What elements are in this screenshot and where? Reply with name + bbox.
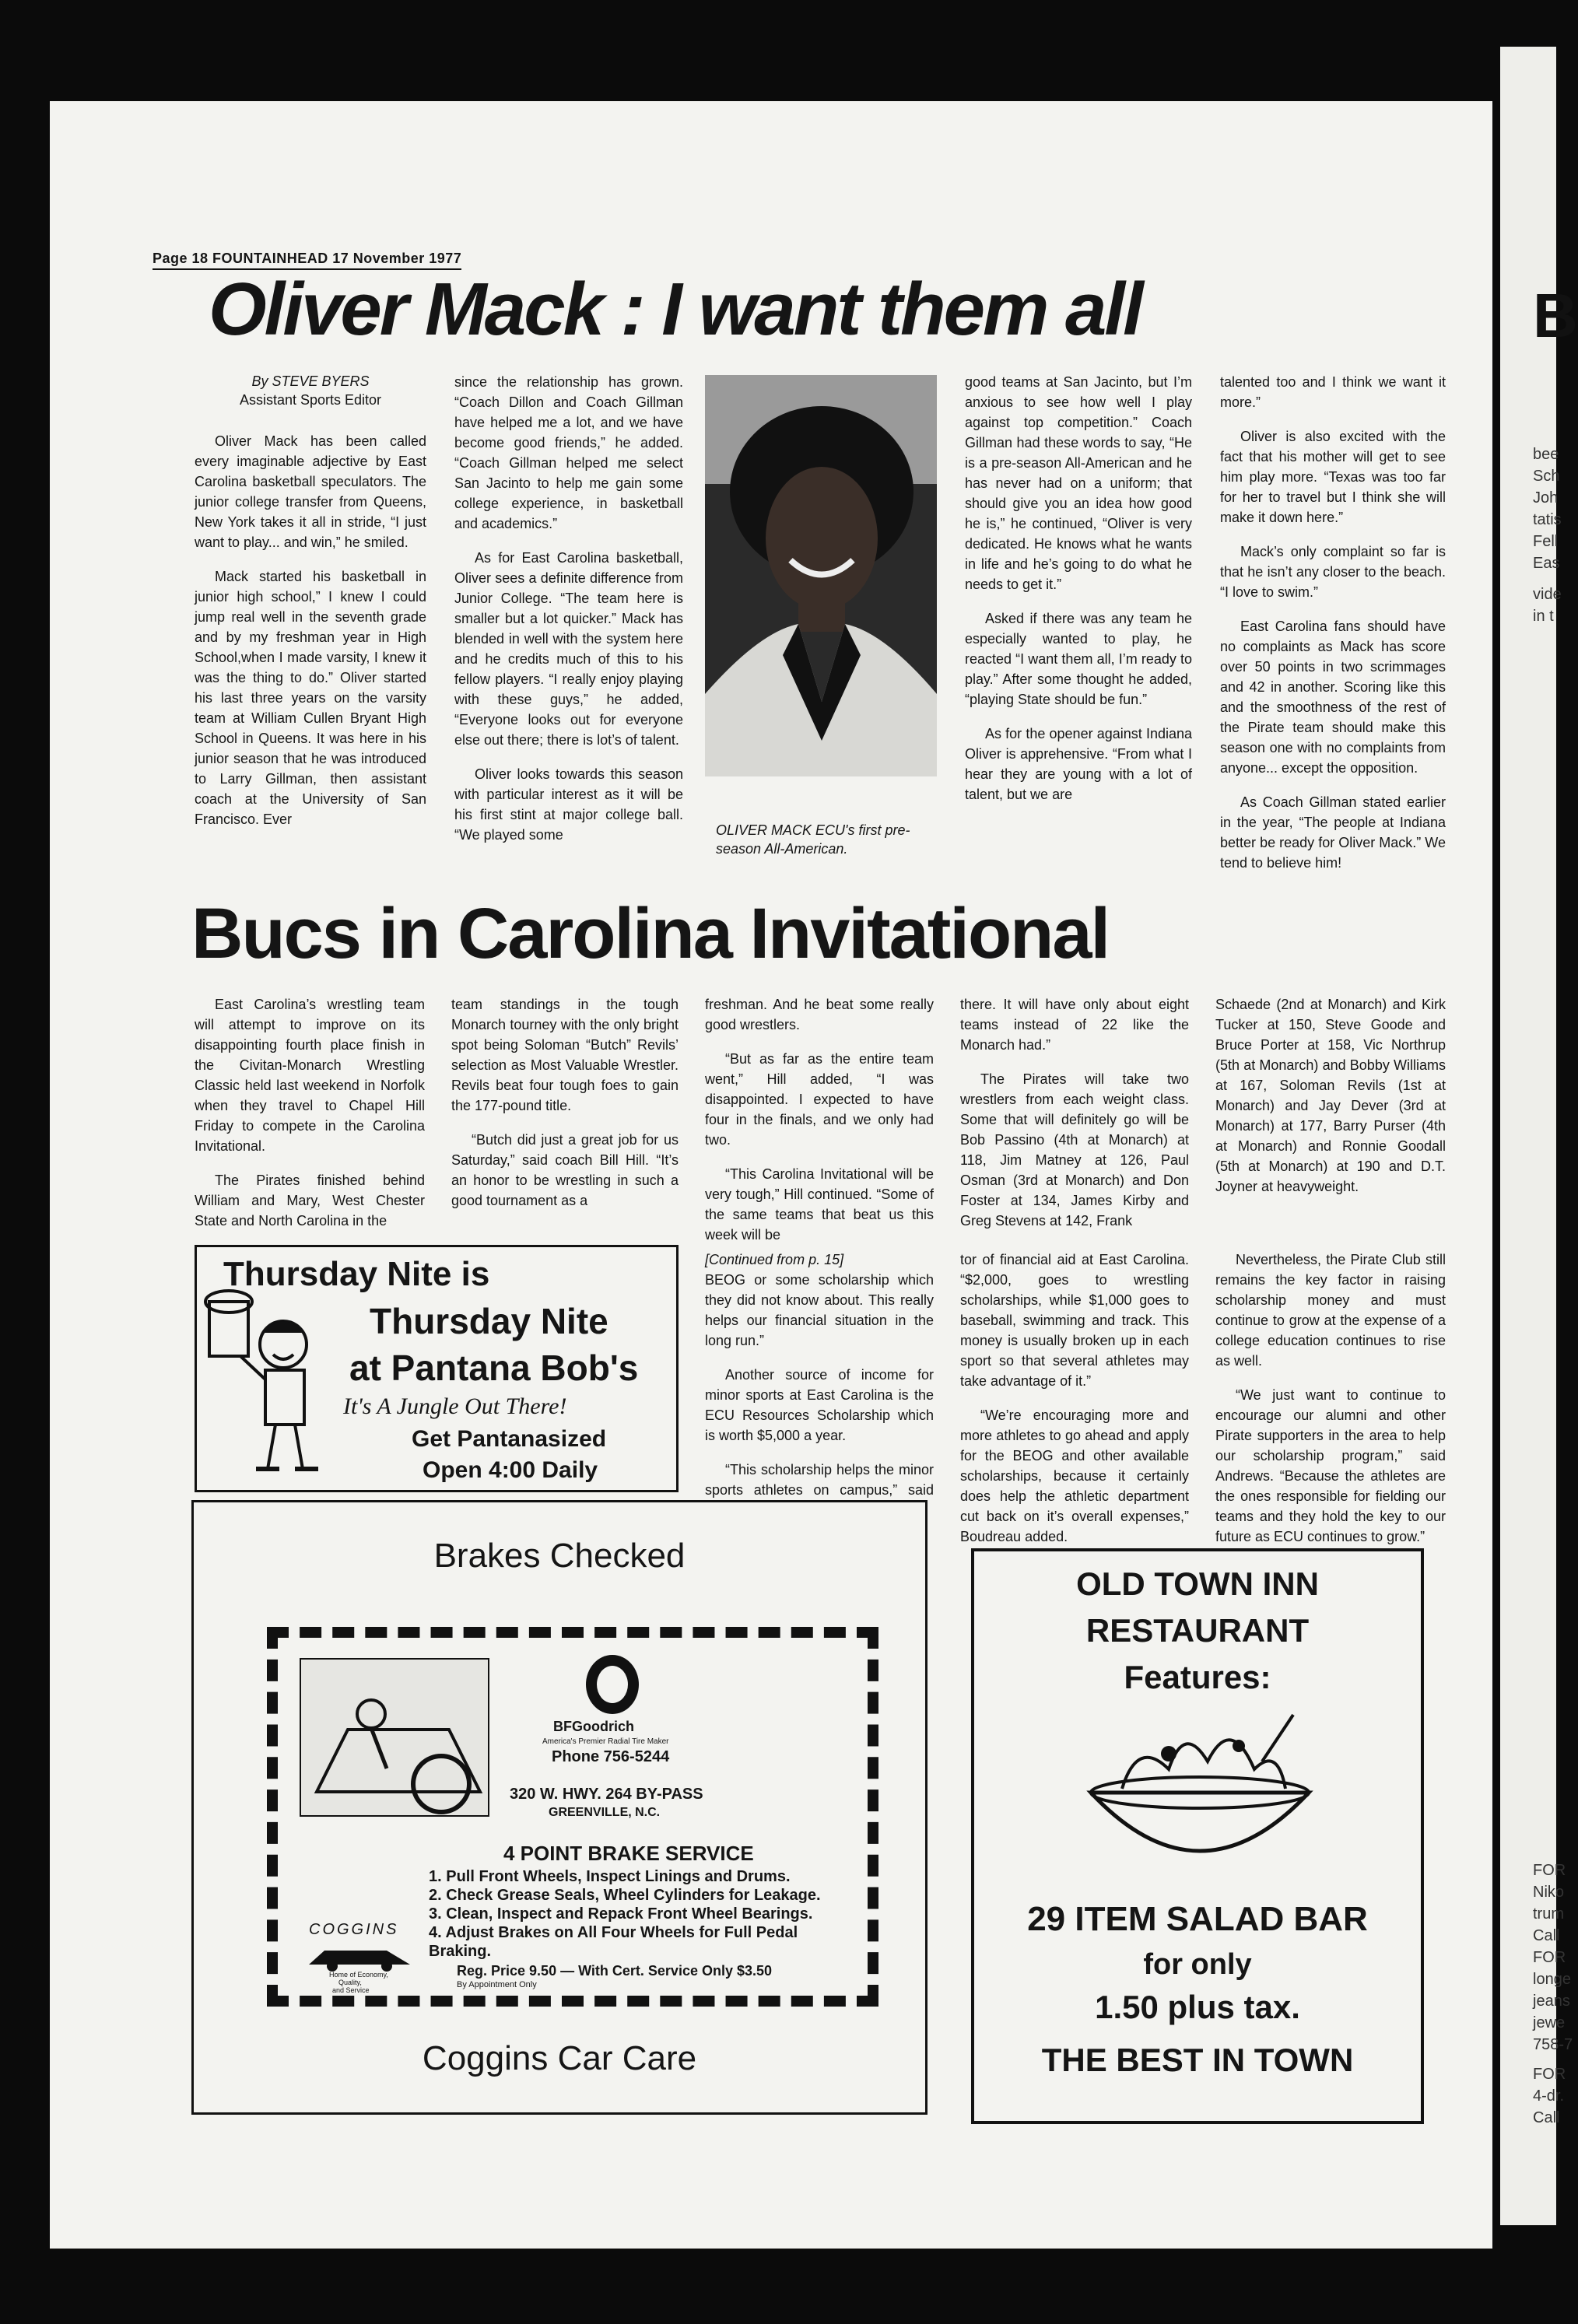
continued-column-1 — [705, 1250, 934, 1534]
adjacent-fragment: jeans — [1533, 1993, 1570, 2010]
photo-caption: OLIVER MACK ECU's first pre-season All-American. — [716, 822, 910, 857]
paragraph: Mack’s only complaint so far is that he isn’t any closer to the beach. “I love to swim.” — [1220, 544, 1446, 600]
ad-pantana-bobs — [195, 1245, 679, 1492]
ad-line: Thursday Nite — [370, 1301, 608, 1341]
article-headline-bucs: Bucs in Carolina Invitational — [191, 894, 1110, 973]
bfgoodrich-logo — [566, 1653, 659, 1716]
ad-line: THE BEST IN TOWN — [1041, 2042, 1354, 2078]
adjacent-page-headline-letter: B — [1533, 281, 1578, 350]
paragraph: since the relationship has grown. “Coach Dillon and Coach Gillman have helped me a lot, and we have become good friends,” he added. “Coach Gillman helped me select San Jacinto to help me gain some college experience, in basketball and academics.” — [454, 374, 683, 531]
salad-bowl-icon — [1075, 1707, 1324, 1878]
adjacent-fragment: Sch — [1533, 468, 1560, 485]
article1-column-4 — [1220, 372, 1446, 887]
byline-name: By STEVE BYERS — [251, 373, 370, 389]
adjacent-fragment: bee — [1533, 446, 1559, 463]
adjacent-page — [1500, 47, 1578, 2225]
adjacent-fragment: FOR — [1533, 1862, 1566, 1879]
paragraph: there. It will have only about eight teams instead of 22 like the Monarch had.” — [960, 997, 1189, 1053]
byline-title: Assistant Sports Editor — [239, 392, 382, 408]
ad-slogan: It's A Jungle Out There! — [343, 1393, 567, 1419]
car-icon — [301, 1660, 488, 1815]
coggins-tagline: Home of Economy, — [329, 1971, 388, 1979]
adjacent-fragment: Call — [1533, 2109, 1560, 2126]
ad-line: Features: — [1124, 1659, 1271, 1695]
paragraph: Schaede (2nd at Monarch) and Kirk Tucker at 150, Steve Goode and Bruce Porter at 158, Vic Northrup (5th at Monarch) and Bobby Williams at 167, Soloman Revils (1st at Monarch) and Jay Dever (3rd at Monarch) at 177, Barry Purser (4th at Monarch) and Ronnie Goodall (5th at Monarch) at 190 and D.T. Joyner at heavyweight. — [1215, 997, 1446, 1194]
jump-line: [Continued from p. 15] — [705, 1252, 844, 1267]
continued-column-2 — [960, 1250, 1189, 1561]
ad-footer: Coggins Car Care — [422, 2039, 697, 2077]
paragraph: As for the opener against Indiana Oliver is apprehensive. “From what I hear they are young with a lot of talent, but we are — [965, 726, 1192, 802]
address: 320 W. HWY. 264 BY-PASS — [510, 1786, 703, 1803]
waiter-cartoon-icon — [202, 1271, 334, 1481]
paragraph: Oliver Mack has been called every imaginable adjective by East Carolina basketball speculators. The junior college transfer from Queens, New York takes it all in stride, “I just want to play... and win,” he smiled. — [195, 433, 426, 550]
adjacent-fragment: Niko — [1533, 1884, 1565, 1901]
ad-line: Get Pantanasized — [412, 1426, 607, 1452]
adjacent-fragment: 758-7 — [1533, 2036, 1573, 2053]
oliver-mack-photo — [705, 375, 937, 776]
page-folio: Page 18 FOUNTAINHEAD 17 November 1977 — [153, 251, 461, 270]
coggins-logo-word: COGGINS — [309, 1921, 399, 1938]
brand-tagline: America's Premier Radial Tire Maker — [542, 1737, 669, 1746]
paragraph: team standings in the tough Monarch tourney with the only bright spot being Soloman “Butch” Revils’ selection as Most Valuable Wrestler. Revils beat four tough foes to gain the 177-pound title. — [451, 997, 679, 1113]
paragraph: “We just want to continue to encourage our alumni and other Pirate supporters in the area to help our scholarship program,” said Andrews. “Because the athletes are the ones responsible for fielding our teams and they hold the key to our future as ECU continues to grow.” — [1215, 1387, 1446, 1544]
adjacent-fragment: longe — [1533, 1971, 1571, 1988]
service-step: 3. Clean, Inspect and Repack Front Wheel Bearings. — [429, 1905, 813, 1923]
city: GREENVILLE, N.C. — [549, 1806, 661, 1819]
ad-price: 1.50 plus tax. — [1095, 1989, 1300, 2025]
paragraph: East Carolina fans should have no complaints as Mack has score over 50 points in two scrimmages and 42 in another. Scoring like this and the smoothness of the rest of the Pirate team should make this season one with no complaints from anyone... except the opposition. — [1220, 619, 1446, 776]
chain-border — [267, 1627, 878, 2007]
paragraph: Mack started his basketball in junior high school,” I knew I could jump real well in the seventh grade and by my freshman year in High School,when I made varsity, I knew it was the thing to do.” Oliver started his last three years on the varsity team at William Cullen Bryant High School in Queens. It was here in his junior season that he was introduced to Larry Gillman, then assistant coach at the University of San Francisco. Ever — [195, 569, 426, 827]
service-step: Braking. — [429, 1943, 492, 1960]
adjacent-fragment: FOR — [1533, 2066, 1566, 2083]
paragraph: “This Carolina Invitational will be very tough,” Hill continued. “Some of the same teams that beat us this week will be — [705, 1166, 934, 1243]
paragraph: freshman. And he beat some really good wrestlers. — [705, 997, 934, 1032]
ad-line: at Pantana Bob's — [349, 1348, 639, 1388]
ad-hours: Open 4:00 Daily — [423, 1457, 598, 1483]
ad-line: RESTAURANT — [1085, 1612, 1310, 1649]
service-step: 2. Check Grease Seals, Wheel Cylinders for Leakage. — [429, 1887, 821, 1904]
coggins-tagline: Quality, — [338, 1979, 362, 1986]
appointment-note: By Appointment Only — [457, 1980, 537, 1989]
ad-line: OLD TOWN INN — [1076, 1565, 1319, 1602]
ad-line: for only — [1143, 1948, 1252, 1981]
adjacent-fragment: tatis — [1533, 511, 1562, 528]
paragraph: “But as far as the entire team went,” Hill added, “I was disappointed. I expected to have four in the finals, and we only had two. — [705, 1051, 934, 1148]
service-title: 4 POINT BRAKE SERVICE — [503, 1842, 754, 1865]
ad-line: 29 ITEM SALAD BAR — [1027, 1900, 1368, 1938]
adjacent-fragment: vide — [1533, 586, 1562, 603]
adjacent-fragment: jewe — [1533, 2014, 1566, 2031]
paragraph: BEOG or some scholarship which they did not know about. This really helps our financial situation in the long run.” — [705, 1272, 934, 1348]
ad-title: Brakes Checked — [433, 1537, 686, 1575]
article2-column-3 — [705, 994, 934, 1259]
tire-icon — [566, 1653, 659, 1716]
adjacent-fragment: Fell — [1533, 533, 1559, 550]
adjacent-fragment: Call — [1533, 1927, 1560, 1944]
coggins-tagline: and Service — [332, 1986, 370, 1994]
paragraph: Oliver is also excited with the fact that his mother will get to see him play more. “Texas was too far for her to travel but I think she will make it down here.” — [1220, 429, 1446, 525]
paragraph: “Butch did just a great job for us Saturday,” said coach Bill Hill. “It’s an honor to be wrestling in such a good tournament as a — [451, 1132, 679, 1208]
byline — [195, 372, 426, 409]
article2-column-1 — [195, 994, 425, 1245]
paragraph: “This scholarship helps the minor sports athletes on campus,” said — [705, 1462, 934, 1498]
article2-column-2 — [451, 994, 679, 1225]
adjacent-fragment: 4-dr. — [1533, 2087, 1565, 2105]
phone-number: Phone 756-5244 — [552, 1748, 670, 1765]
mechanic-illustration — [300, 1658, 489, 1817]
adjacent-fragment: in t — [1533, 608, 1554, 625]
service-step: 1. Pull Front Wheels, Inspect Linings and Drums. — [429, 1868, 791, 1885]
paragraph: talented too and I think we want it more.” — [1220, 374, 1446, 410]
article1-column-1 — [195, 372, 426, 843]
paragraph: Another source of income for minor sports at East Carolina is the ECU Resources Scholarship which is worth $5,000 a year. — [705, 1367, 934, 1443]
paragraph: As for East Carolina basketball, Oliver sees a definite difference from Junior College. “The team here is smaller but a lot quicker.” Mack has blended in well with the system here and he credits much of this to his fellow players. “I really enjoy playing with these guys,” he added, “Everyone looks out for everyone else out there; there is lot’s of talent. — [454, 550, 683, 748]
article1-column-2 — [454, 372, 683, 859]
price: Reg. Price 9.50 — With Cert. Service Only $3.50 — [457, 1963, 773, 1979]
paragraph: Oliver looks towards this season with particular interest as it will be his first stint at major college ball. “We played some — [454, 766, 683, 843]
paragraph: East Carolina’s wrestling team will attempt to improve on its disappointing fourth place finish in the Civitan-Monarch Wrestling Classic held last weekend in Norfolk when they travel to Chapel Hill Friday to compete in the Carolina Invitational. — [195, 997, 425, 1154]
paragraph: tor of financial aid at East Carolina. “$2,000, goes to wrestling scholarships, while $1,000 goes to baseball, swimming and track. This money is usually broken up in each sport so that several athletes may take advantage of it.” — [960, 1252, 1189, 1389]
paragraph: The Pirates finished behind William and Mary, West Chester State and North Carolina in the — [195, 1173, 425, 1229]
article1-column-3 — [965, 372, 1192, 818]
ad-old-town-inn — [971, 1548, 1424, 2124]
article2-column-5 — [1215, 994, 1446, 1211]
adjacent-fragment: FOR — [1533, 1949, 1566, 1966]
car-icon — [301, 1941, 418, 1972]
article-headline-oliver-mack: Oliver Mack : I want them all — [209, 268, 1141, 351]
paragraph: “We’re encouraging more and more athletes to go ahead and apply for the BEOG and other available scholarships, because it certainly does help the athletic department cut back on it’s overall expenses,” Boudreau added. — [960, 1407, 1189, 1544]
paragraph: Nevertheless, the Pirate Club still remains the key factor in raising scholarship money and must continue to grow at the expense of a college education continues to rise as well. — [1215, 1252, 1446, 1369]
continued-column-3 — [1215, 1250, 1446, 1561]
adjacent-fragment: trum — [1533, 1905, 1564, 1923]
paragraph: The Pirates will take two wrestlers from each weight class. Some that will definitely go will be Bob Passino (4th at Monarch) at 118, Jim Matney at 126, Paul Osman (3rd at Monarch) and Don Foster at 134, James Kirby and Greg Stevens at 142, Frank — [960, 1071, 1189, 1229]
ad-line: Thursday Nite is — [223, 1255, 490, 1293]
article2-column-4 — [960, 994, 1189, 1245]
adjacent-fragment: Eas — [1533, 555, 1560, 572]
brand-name: BFGoodrich — [553, 1719, 634, 1734]
service-step: 4. Adjust Brakes on All Four Wheels for Full Pedal — [429, 1924, 798, 1941]
portrait-icon — [705, 375, 937, 776]
paragraph: As Coach Gillman stated earlier in the year, “The people at Indiana better be ready for Oliver Mack.” We tend to believe him! — [1220, 794, 1446, 871]
adjacent-fragment: Joh — [1533, 489, 1559, 507]
ad-coggins-car-care — [191, 1500, 928, 2115]
paragraph: Asked if there was any team he especially wanted to play, he reacted “I want them all, I’m ready to play.” After some thought he added, “playing State should be fun.” — [965, 611, 1192, 707]
paragraph: good teams at San Jacinto, but I’m anxious to see how well I play against top competition.” Coach Gillman had these words to say, “He is a pre-season All-American and he has never had on a uniform; that should give you an idea how good he is,” he continued, “Oliver is very dedicated. He knows what he wants in life and he’s going to do what he needs to get it.” — [965, 374, 1192, 592]
